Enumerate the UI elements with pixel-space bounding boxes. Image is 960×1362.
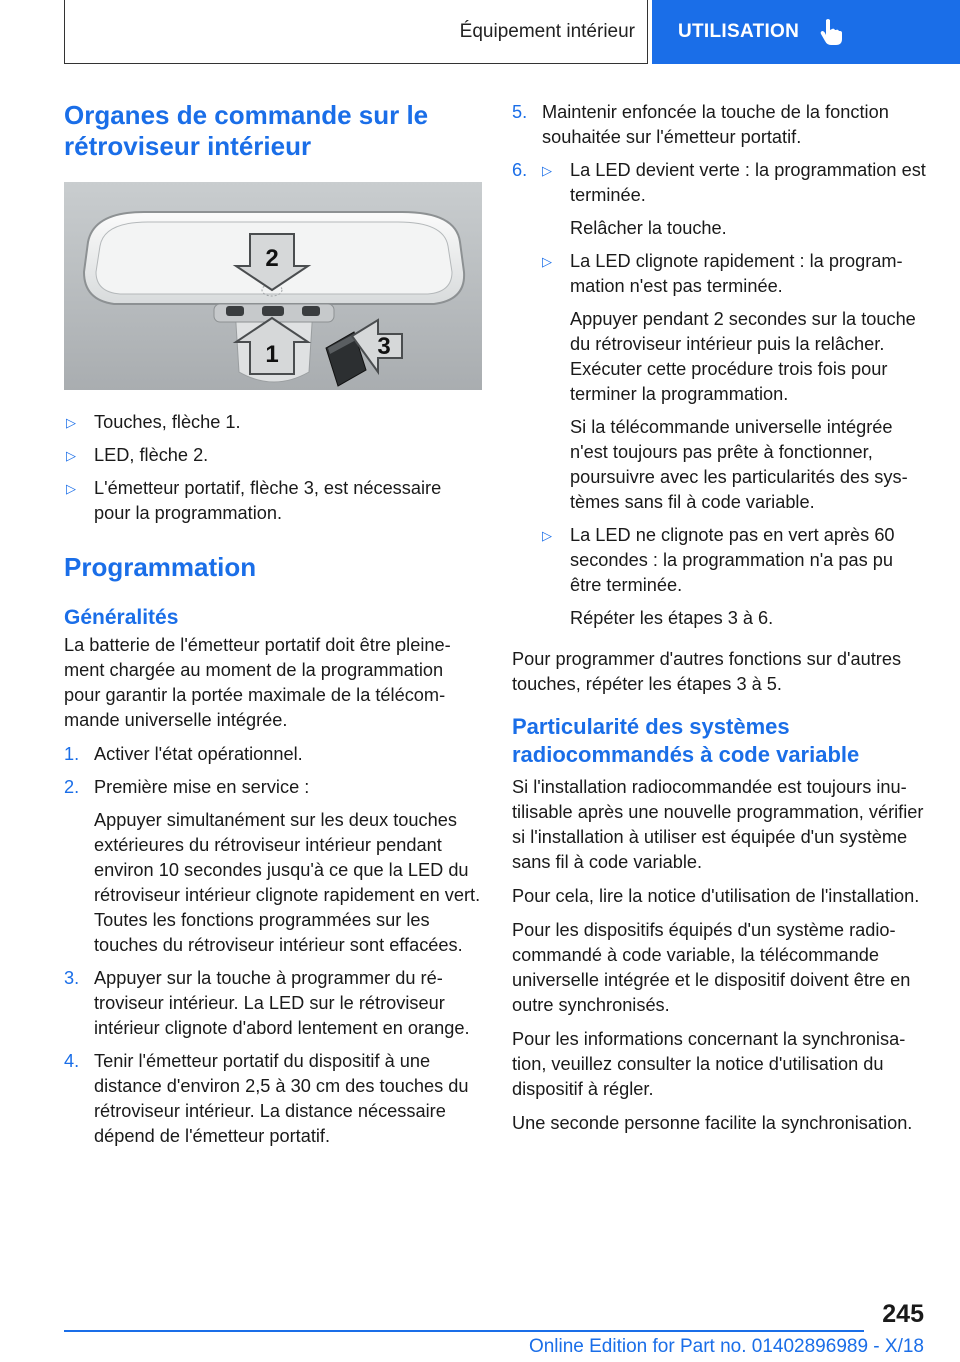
list-item [64, 443, 482, 468]
step-item [64, 742, 482, 767]
step-item [512, 158, 926, 639]
triangle-bullet-icon: ▷ [66, 448, 76, 463]
sub-text: La LED clignote rapidement : la programmation n'est pas terminée. [570, 251, 903, 296]
paragraph: Pour programmer d'autres fonctions sur d'autres touches, répéter les étapes 3 à 5. [512, 649, 902, 694]
callout-2: 2 [265, 245, 279, 272]
paragraph: Pour les dispositifs équipés d'un système radiocommandé à code variable, la télécommande universelle intégrée et le dispositif doivent être en outre synchronisés. [512, 920, 911, 1015]
left-column [64, 100, 482, 1157]
step-number: 3. [64, 968, 80, 988]
sub-text: Répéter les étapes 3 à 6. [570, 608, 774, 628]
step-text: Première mise en service : [94, 777, 310, 797]
list-item [64, 410, 482, 435]
footer-divider [64, 1330, 864, 1332]
list-item [64, 476, 482, 526]
sub-item [542, 523, 926, 631]
programming-heading: Programmation [64, 552, 257, 582]
step-number: 1. [64, 744, 80, 764]
triangle-bullet-icon: ▷ [542, 163, 552, 178]
step-text: Maintenir enfoncée la touche de la fonction souhaitée sur l'émetteur portatif. [542, 102, 889, 147]
triangle-bullet-icon: ▷ [542, 528, 552, 543]
sub-text: Appuyer pendant 2 secondes sur la touche du rétroviseur intérieur puis la relâcher. Exécuter cette procédure trois fois pour terminer la programmation. [570, 309, 916, 404]
chapter-tab-label: UTILISATION [678, 21, 800, 42]
page-number: 245 [882, 1300, 924, 1328]
callout-1: 1 [265, 341, 279, 368]
general-heading: Généralités [64, 606, 179, 629]
list-item-text: Touches, flèche 1. [94, 412, 241, 432]
list-item-text: LED, flèche 2. [94, 445, 209, 465]
step-text: Tenir l'émetteur portatif du dispositif à une distance d'environ 2,5 à 30 cm des touches du rétroviseur intérieur. La distance nécessaire dépend de l'émetteur portatif. [94, 1051, 469, 1146]
step-number: 4. [64, 1051, 80, 1071]
sub-text: Relâcher la touche. [570, 218, 727, 238]
callout-3: 3 [377, 333, 391, 360]
hand-pointer-icon [817, 17, 845, 47]
mirror-figure [64, 182, 482, 390]
step-item [64, 775, 482, 958]
paragraph: Pour les informations concernant la synchronisation, veuillez consulter la notice d'utilisation du dispositif à régler. [512, 1029, 906, 1099]
step-text: Appuyer simultanément sur les deux touches extérieures du rétroviseur intérieur pendant environ 10 secondes jusqu'à ce que la LED du rétroviseur intérieur clignote rapidement en vert. Toutes les fonctions programmées sur les touches du rétroviseur intérieur sont effacées. [94, 810, 481, 955]
triangle-bullet-icon: ▷ [542, 254, 552, 269]
step-text: Activer l'état opérationnel. [94, 744, 303, 764]
paragraph: Pour cela, lire la notice d'utilisation de l'installation. [512, 886, 920, 906]
edition-footer: Online Edition for Part no. 01402896989 - X/18 [528, 1336, 924, 1357]
mirror-illustration [64, 182, 482, 390]
sub-text: La LED ne clignote pas en vert après 60 secondes : la programmation n'a pas pu être terminée. [570, 525, 895, 595]
list-item-text: L'émetteur portatif, flèche 3, est nécessaire pour la programmation. [94, 478, 442, 523]
step-item [512, 100, 926, 150]
special-heading: Particularité des systèmes radiocommandés à code variable [512, 714, 860, 767]
step-text: Appuyer sur la touche à programmer du rétroviseur intérieur. La LED sur le rétroviseur intérieur clignote d'abord lentement en orange. [94, 968, 470, 1038]
paragraph: Si l'installation radiocommandée est toujours inutilisable après une nouvelle programmation, vérifier si l'installation à utiliser est équipée d'un système sans fil à code variable. [512, 777, 924, 872]
sub-text: Si la télécommande universelle intégrée n'est toujours pas prête à fonctionner, poursuivre avec les particularités des systèmes sans fil à code variable. [570, 417, 908, 512]
step-number: 2. [64, 777, 80, 797]
step-number: 6. [512, 160, 528, 180]
right-column [512, 100, 926, 1145]
section-heading: Organes de commande sur le rétroviseur intérieur [64, 100, 429, 161]
paragraph: Une seconde personne facilite la synchronisation. [512, 1113, 913, 1133]
step-number: 5. [512, 102, 528, 122]
sub-item [542, 249, 926, 515]
triangle-bullet-icon: ▷ [66, 415, 76, 430]
page-header [64, 0, 960, 66]
sub-item [542, 158, 926, 241]
general-paragraph: La batterie de l'émetteur portatif doit être pleinement chargée au moment de la programmation pour garantir la portée maximale de la télécommande universelle intégrée. [64, 635, 451, 730]
step-item [64, 966, 482, 1041]
step-item [64, 1049, 482, 1149]
section-title: Équipement intérieur [64, 0, 648, 64]
triangle-bullet-icon: ▷ [66, 481, 76, 496]
chapter-tab [652, 0, 960, 64]
sub-text: La LED devient verte : la programmation est terminée. [570, 160, 926, 205]
